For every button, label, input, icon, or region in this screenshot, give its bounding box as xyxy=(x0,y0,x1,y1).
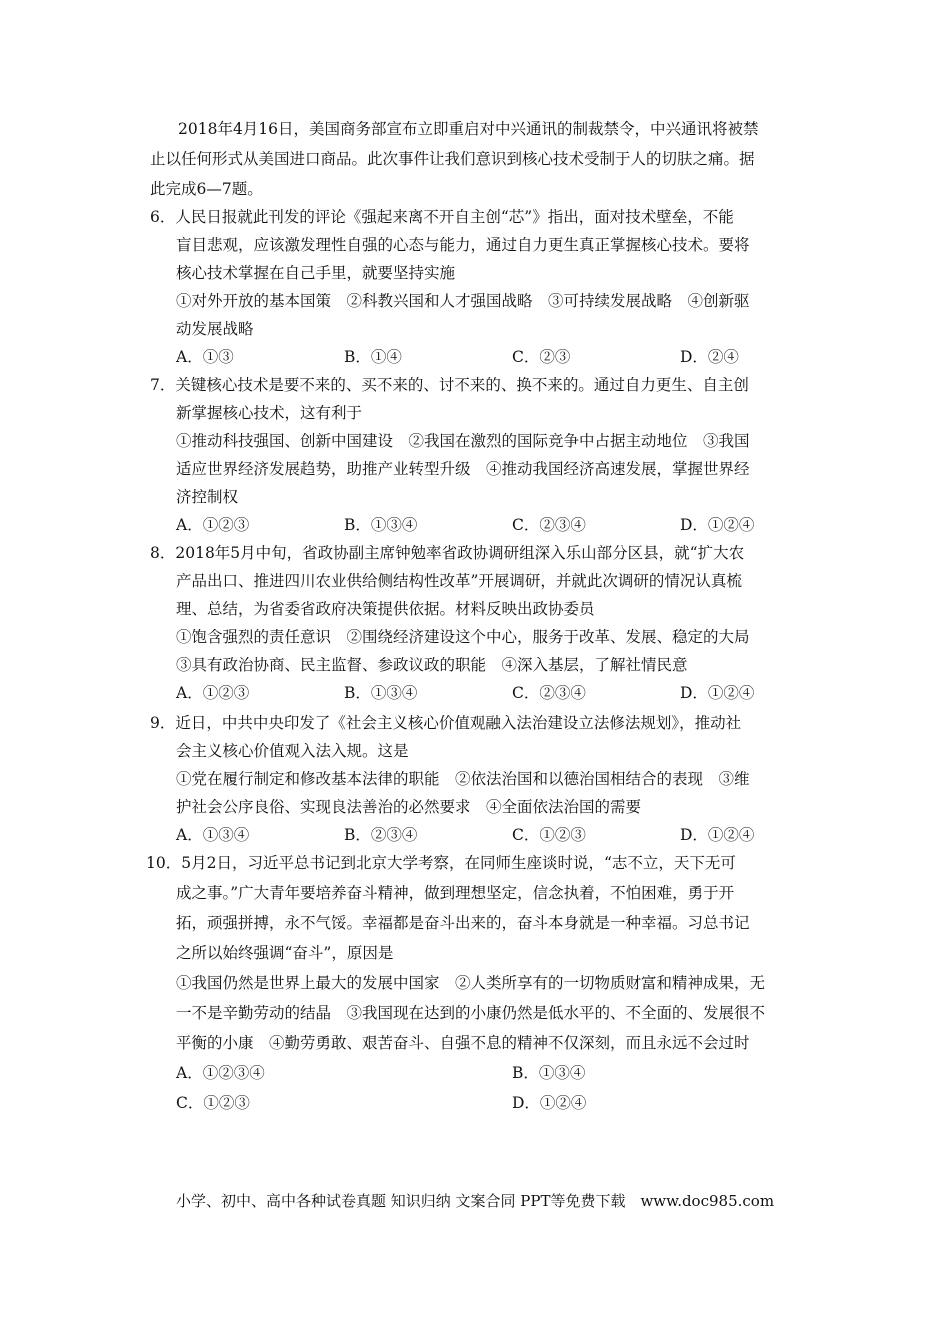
question-9-choices: 护社会公序良俗、实现良法善治的必然要求 ④全面依法治国的需要 xyxy=(176,798,642,816)
question-10-choices: ①我国仍然是世界上最大的发展中国家 ②人类所享有的一切物质财富和精神成果，无 xyxy=(176,974,766,992)
question-9-option-a[interactable]: A．①③④ xyxy=(176,826,250,844)
question-6-choices: ①对外开放的基本国策 ②科教兴国和人才强国战略 ③可持续发展战略 ④创新驱 xyxy=(176,292,750,310)
question-10-choices: 一不是辛勤劳动的结晶 ③我国现在达到的小康仍然是低水平的、不全面的、发展很不 xyxy=(176,1004,766,1022)
question-8-option-c[interactable]: C．②③④ xyxy=(512,684,586,702)
question-8-stem: 产品出口、推进四川农业供给侧结构性改革”开展调研，并就此次调研的情况认真梳 xyxy=(176,572,742,590)
intro-line: 止以任何形式从美国进口商品。此次事件让我们意识到核心技术受制于人的切肤之痛。据 xyxy=(150,150,755,168)
question-6-choices: 动发展战略 xyxy=(176,320,254,338)
question-7-option-a[interactable]: A．①②③ xyxy=(176,516,250,534)
question-9-stem: 9．近日，中共中央印发了《社会主义核心价值观融入法治建设立法修法规划》，推动社 xyxy=(150,714,742,732)
intro-line: 2018年4月16日，美国商务部宣布立即重启对中兴通讯的制裁禁令，中兴通讯将被禁 xyxy=(178,120,759,138)
question-6-option-b[interactable]: B．①④ xyxy=(344,348,402,366)
question-10-option-c[interactable]: C．①②③ xyxy=(176,1094,250,1112)
question-7-option-c[interactable]: C．②③④ xyxy=(512,516,586,534)
question-7-option-d[interactable]: D．①②④ xyxy=(680,516,755,534)
question-10-stem: 拓，顽强拼搏，永不气馁。幸福都是奋斗出来的，奋斗本身就是一种幸福。习总书记 xyxy=(176,914,750,932)
question-8-option-a[interactable]: A．①②③ xyxy=(176,684,250,702)
question-6-option-a[interactable]: A．①③ xyxy=(176,348,234,366)
question-6-option-d[interactable]: D．②④ xyxy=(680,348,739,366)
question-7-option-b[interactable]: B．①③④ xyxy=(344,516,418,534)
question-10-option-a[interactable]: A．①②③④ xyxy=(176,1064,265,1082)
question-9-option-d[interactable]: D．①②④ xyxy=(680,826,755,844)
question-7-stem: 7．关键核心技术是要不来的、买不来的、讨不来的、换不来的。通过自力更生、自主创 xyxy=(150,376,749,394)
question-6-stem: 盲目悲观，应该激发理性自强的心态与能力，通过自力更生真正掌握核心技术。要将 xyxy=(176,236,750,254)
question-10-option-d[interactable]: D．①②④ xyxy=(512,1094,587,1112)
question-10-stem: 成之事。”广大青年要培养奋斗精神，做到理想坚定，信念执着，不怕困难，勇于开 xyxy=(176,884,735,902)
question-10-stem: 之所以始终强调“奋斗”，原因是 xyxy=(176,944,394,962)
question-6-stem: 6．人民日报就此刊发的评论《强起来离不开自主创“芯”》指出，面对技术壁垒，不能 xyxy=(150,208,734,226)
question-7-choices: ①推动科技强国、创新中国建设 ②我国在激烈的国际竞争中占据主动地位 ③我国 xyxy=(176,432,750,450)
intro-line: 此完成6—7题。 xyxy=(150,180,263,198)
question-8-choices: ③具有政治协商、民主监督、参政议政的职能 ④深入基层，了解社情民意 xyxy=(176,656,688,674)
question-9-option-b[interactable]: B．②③④ xyxy=(344,826,418,844)
page-footer: 小学、初中、高中各种试卷真题 知识归纳 文案合同 PPT等免费下载 www.doc985.com xyxy=(175,1192,775,1210)
question-7-choices: 适应世界经济发展趋势，助推产业转型升级 ④推动我国经济高速发展，掌握世界经 xyxy=(176,460,750,478)
question-8-option-d[interactable]: D．①②④ xyxy=(680,684,755,702)
question-10-option-b[interactable]: B．①③④ xyxy=(512,1064,586,1082)
question-8-stem: 理、总结，为省委省政府决策提供依据。材料反映出政协委员 xyxy=(176,600,595,618)
question-7-choices: 济控制权 xyxy=(176,488,239,506)
question-10-choices: 平衡的小康 ④勤劳勇敢、艰苦奋斗、自强不息的精神不仅深刻，而且永远不会过时 xyxy=(176,1034,750,1052)
question-8-stem: 8．2018年5月中旬，省政协副主席钟勉率省政协调研组深入乐山部分区县，就“扩大农 xyxy=(150,544,745,562)
question-7-stem: 新掌握核心技术，这有利于 xyxy=(176,404,363,422)
question-8-choices: ①饱含强烈的责任意识 ②围绕经济建设这个中心，服务于改革、发展、稳定的大局 xyxy=(176,628,750,646)
question-6-stem: 核心技术掌握在自己手里，就要坚持实施 xyxy=(176,264,456,282)
question-9-choices: ①党在履行制定和修改基本法律的职能 ②依法治国和以德治国相结合的表现 ③维 xyxy=(176,770,750,788)
question-9-option-c[interactable]: C．①②③ xyxy=(512,826,586,844)
question-9-stem: 会主义核心价值观入法入规。这是 xyxy=(176,742,409,760)
question-8-option-b[interactable]: B．①③④ xyxy=(344,684,418,702)
question-10-stem: 10．5月2日，习近平总书记到北京大学考察，在同师生座谈时说，“志不立，天下无可 xyxy=(146,854,736,872)
question-6-option-c[interactable]: C．②③ xyxy=(512,348,571,366)
